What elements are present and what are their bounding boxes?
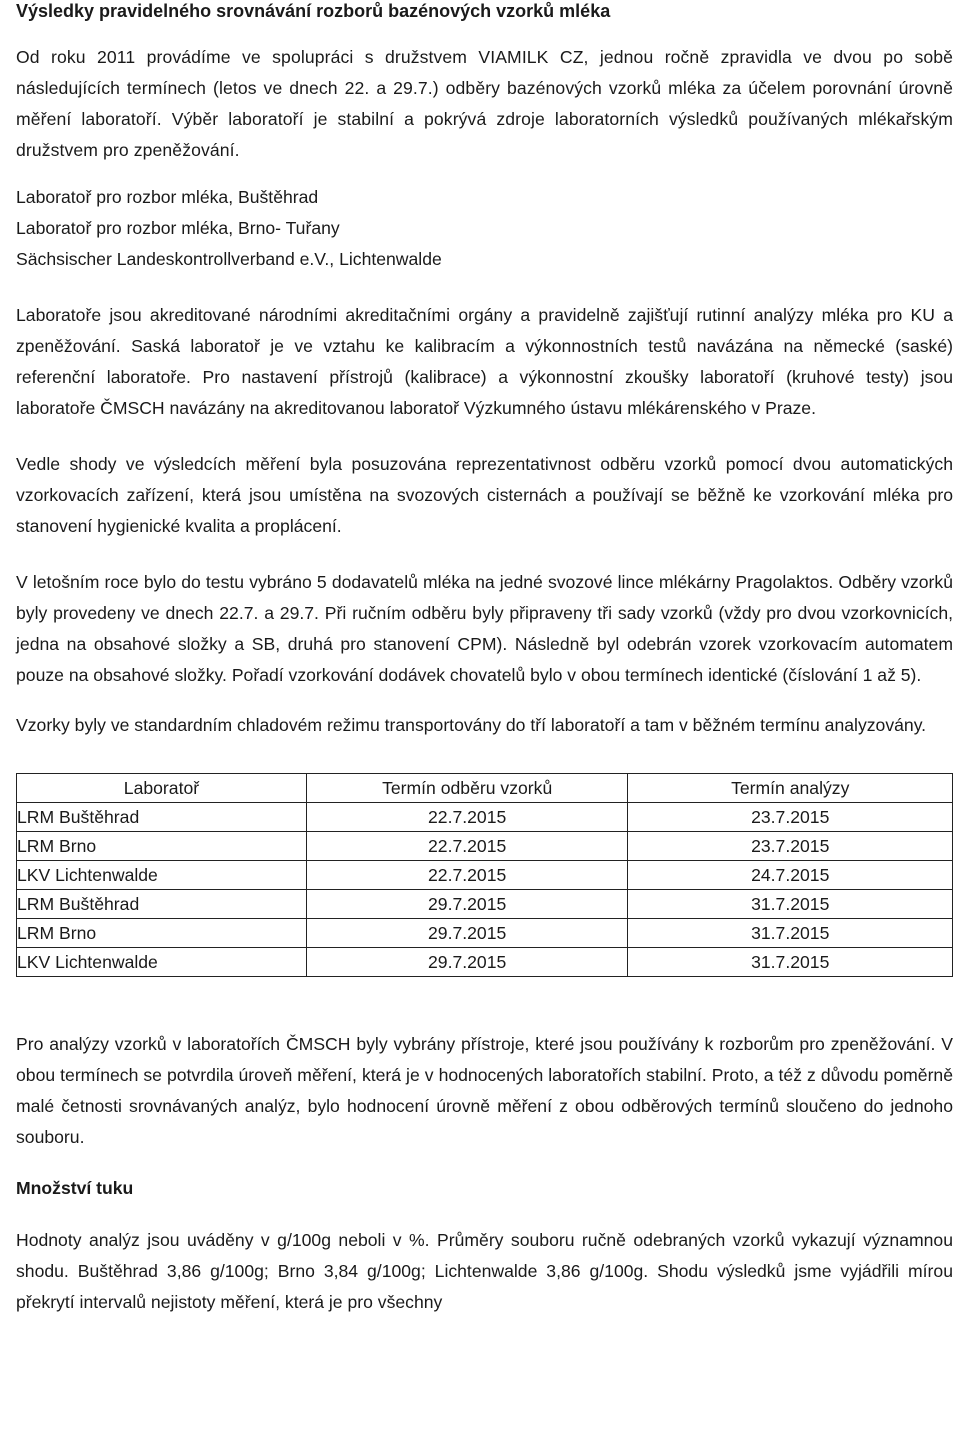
- cell-sampling-date: 22.7.2015: [306, 861, 628, 890]
- cell-laboratory: LKV Lichtenwalde: [17, 948, 307, 977]
- header-analysis-date: Termín analýzy: [628, 774, 953, 803]
- cell-analysis-date: 23.7.2015: [628, 803, 953, 832]
- table-row: [17, 861, 953, 890]
- table-row: [17, 803, 953, 832]
- cell-analysis-date: 31.7.2015: [628, 919, 953, 948]
- table-header-row: [17, 774, 953, 803]
- header-laboratory: Laboratoř: [17, 774, 307, 803]
- page-title: Výsledky pravidelného srovnávání rozborů bazénových vzorků mléka: [16, 1, 611, 21]
- table-row: [17, 832, 953, 861]
- cell-sampling-date: 29.7.2015: [306, 919, 628, 948]
- cell-laboratory: LRM Buštěhrad: [17, 890, 307, 919]
- fat-section-heading: Množství tuku: [16, 1178, 134, 1198]
- cell-sampling-date: 29.7.2015: [306, 890, 628, 919]
- laboratory-item: Laboratoř pro rozbor mléka, Brno- Tuřany: [16, 218, 340, 238]
- table-row: [17, 890, 953, 919]
- laboratory-item: Sächsischer Landeskontrollverband e.V., Lichtenwalde: [16, 249, 442, 269]
- accreditation-paragraph: Laboratoře jsou akreditované národními akreditačními orgány a pravidelně zajišťují rutinní analýzy mléka pro KU a zpeněžování. Saská laboratoř je ve vztahu ke kalibracím a výkonnostních testů navázána na německé (saské) referenční laboratoře. Pro nastavení přístrojů (kalibrace) a výkonnostní zkoušky laboratoří (kruhové testy) jsou laboratoře ČMSCH navázány na akreditovanou laboratoř Výzkumného ústavu mlékárenského v Praze.: [16, 305, 953, 418]
- cell-sampling-date: 29.7.2015: [306, 948, 628, 977]
- cell-analysis-date: 31.7.2015: [628, 948, 953, 977]
- sampling-paragraph: Vedle shody ve výsledcích měření byla posuzována reprezentativnost odběru vzorků pomocí dvou automatických vzorkovacích zařízení, která jsou umístěna na svozových cisternách a používají se běžně ke vzorkování mléka pro stanovení hygienické kvalita a proplácení.: [16, 454, 953, 536]
- cell-laboratory: LRM Brno: [17, 919, 307, 948]
- intro-paragraph: Od roku 2011 provádíme ve spolupráci s družstvem VIAMILK CZ, jednou ročně zpravidla ve dvou po sobě následujících termínech (letos ve dnech 22. a 29.7.) odběry bazénových vzorků mléka za účelem porovnání úrovně měření laboratoří. Výběr laboratoří je stabilní a pokrývá zdroje laboratorních výsledků používaných mlékařským družstvem pro zpeněžování.: [16, 47, 953, 160]
- fat-paragraph: Hodnoty analýz jsou uváděny v g/100g neboli v %. Průměry souboru ručně odebraných vzorků vykazují významnou shodu. Buštěhrad 3,86 g/100g; Brno 3,84 g/100g; Lichtenwalde 3,86 g/100g. Shodu výsledků jsme vyjádřili mírou překrytí intervalů nejistoty měření, která je pro všechny: [16, 1230, 953, 1312]
- table-row: [17, 948, 953, 977]
- cell-analysis-date: 24.7.2015: [628, 861, 953, 890]
- cell-sampling-date: 22.7.2015: [306, 803, 628, 832]
- header-sampling-date: Termín odběru vzorků: [306, 774, 628, 803]
- cell-analysis-date: 31.7.2015: [628, 890, 953, 919]
- instruments-paragraph: Pro analýzy vzorků v laboratořích ČMSCH byly vybrány přístroje, které jsou používány k rozborům pro zpeněžování. V obou termínech se potvrdila úroveň měření, která je v hodnocených laboratořích stabilní. Proto, a též z důvodu poměrně malé četnosti srovnávaných analýz, bylo hodnocení úrovně měření z obou odběrových termínů sloučeno do jednoho souboru.: [16, 1034, 953, 1147]
- test-setup-paragraph: V letošním roce bylo do testu vybráno 5 dodavatelů mléka na jedné svozové lince mlékárny Pragolaktos. Odběry vzorků byly provedeny ve dnech 22.7. a 29.7. Při ručním odběru byly připraveny tři sady vzorků (vždy pro dvou vzorkovnicích, jedna na obsahové složky a SB, druhá pro stanovení CPM). Následně byl odebrán vzorek vzorkovacím automatem pouze na obsahové složky. Pořadí vzorkování dodávek chovatelů bylo v obou termínech identické (číslování 1 až 5).: [16, 572, 953, 685]
- document-page: [16, 0, 953, 1318]
- transport-paragraph: Vzorky byly ve standardním chladovém režimu transportovány do tří laboratoří a tam v běžném termínu analyzovány.: [16, 715, 927, 735]
- cell-laboratory: LRM Brno: [17, 832, 307, 861]
- laboratory-list: [16, 182, 953, 275]
- cell-laboratory: LKV Lichtenwalde: [17, 861, 307, 890]
- sampling-schedule-table: [16, 773, 953, 977]
- table-row: [17, 919, 953, 948]
- cell-laboratory: LRM Buštěhrad: [17, 803, 307, 832]
- laboratory-item: Laboratoř pro rozbor mléka, Buštěhrad: [16, 187, 319, 207]
- cell-analysis-date: 23.7.2015: [628, 832, 953, 861]
- cell-sampling-date: 22.7.2015: [306, 832, 628, 861]
- sampling-table-wrapper: [16, 773, 953, 977]
